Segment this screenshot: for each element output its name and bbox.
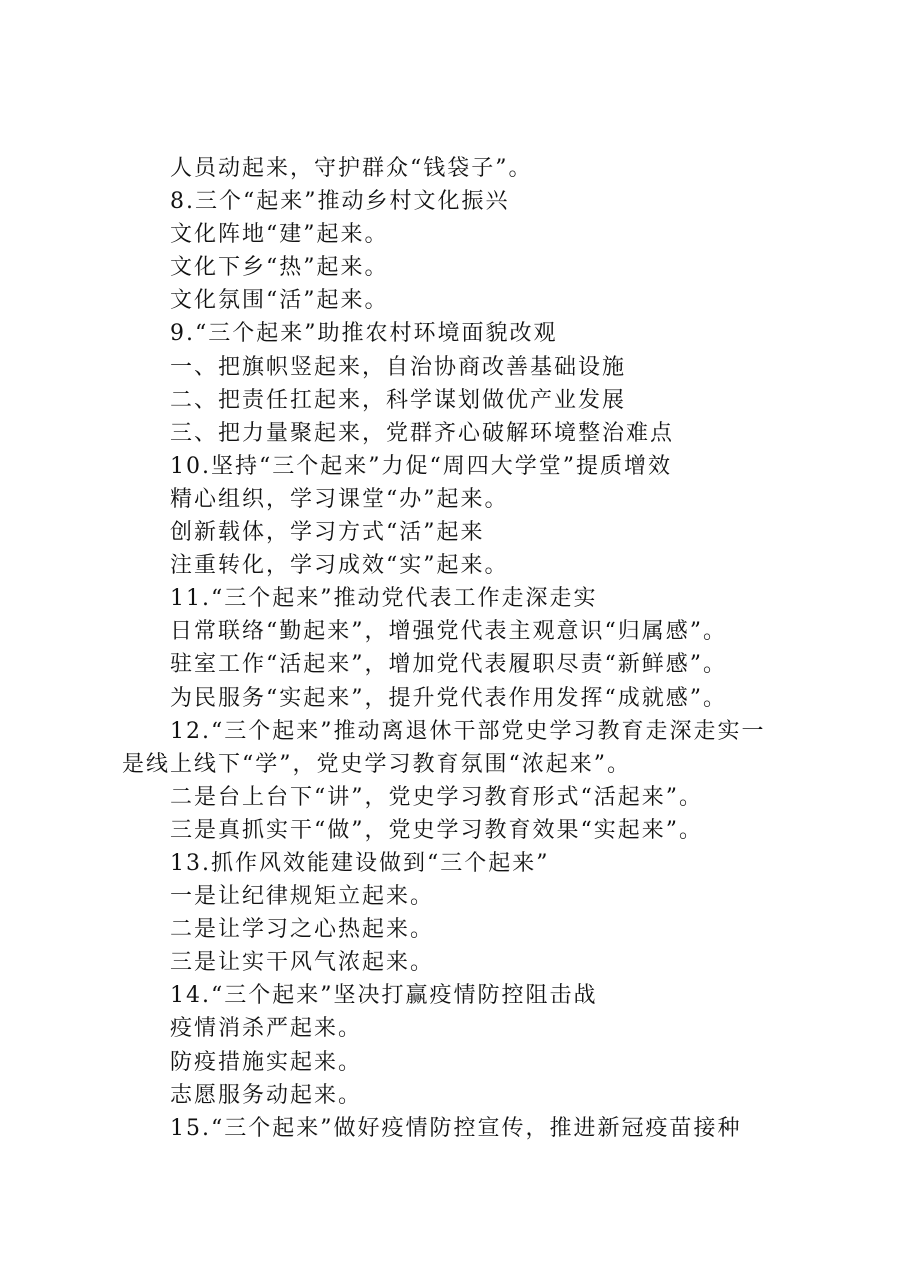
document-body xyxy=(122,152,812,1145)
text-line: 志愿服务动起来。 xyxy=(170,1082,363,1108)
section-heading-9: 9.“三个起来”助推农村环境面貌改观 xyxy=(170,321,558,347)
text-line: 文化氛围“活”起来。 xyxy=(170,288,389,314)
section-heading-10: 10.坚持“三个起来”力促“周四大学堂”提质增效 xyxy=(170,453,672,479)
text-line: 防疫措施实起来。 xyxy=(170,1049,363,1075)
text-line: 文化下乡“热”起来。 xyxy=(170,255,389,281)
text-line: 文化阵地“建”起来。 xyxy=(170,222,389,248)
section-heading-13: 13.抓作风效能建设做到“三个起来” xyxy=(170,850,550,876)
text-line: 是线上线下“学”，党史学习教育氛围“浓起来”。 xyxy=(122,751,631,777)
text-line: 三、把力量聚起来，党群齐心破解环境整治难点 xyxy=(170,420,675,446)
text-line: 创新载体，学习方式“活”起来 xyxy=(170,520,485,546)
section-heading-8: 8.三个“起来”推动乡村文化振兴 xyxy=(170,189,510,215)
text-line: 注重转化，学习成效“实”起来。 xyxy=(170,553,509,579)
section-heading-12: 12.“三个起来”推动离退休干部党史学习教育走深走实一 xyxy=(170,718,766,744)
section-heading-14: 14.“三个起来”坚决打赢疫情防控阻击战 xyxy=(170,983,598,1009)
text-line: 为民服务“实起来”，提升党代表作用发挥“成就感”。 xyxy=(170,685,727,711)
text-line: 日常联络“勤起来”，增强党代表主观意识“归属感”。 xyxy=(170,619,727,645)
text-line: 二、把责任扛起来，科学谋划做优产业发展 xyxy=(170,387,627,413)
section-heading-15: 15.“三个起来”做好疫情防控宣传，推进新冠疫苗接种 xyxy=(170,1115,742,1141)
text-line: 疫情消杀严起来。 xyxy=(170,1016,363,1042)
section-heading-11: 11.“三个起来”推动党代表工作走深走实 xyxy=(170,586,598,612)
text-line: 驻室工作“活起来”，增加党代表履职尽责“新鲜感”。 xyxy=(170,652,727,678)
text-line: 人员动起来，守护群众“钱袋子”。 xyxy=(170,156,533,181)
text-line: 三是真抓实干“做”，党史学习教育效果“实起来”。 xyxy=(170,817,703,843)
text-line: 一、把旗帜竖起来，自治协商改善基础设施 xyxy=(170,354,627,380)
text-line: 精心组织，学习课堂“办”起来。 xyxy=(170,486,509,512)
text-line: 二是台上台下“讲”，党史学习教育形式“活起来”。 xyxy=(170,784,703,810)
text-line: 二是让学习之心热起来。 xyxy=(170,917,435,943)
text-line: 三是让实干风气浓起来。 xyxy=(170,950,435,976)
text-line: 一是让纪律规矩立起来。 xyxy=(170,884,435,910)
